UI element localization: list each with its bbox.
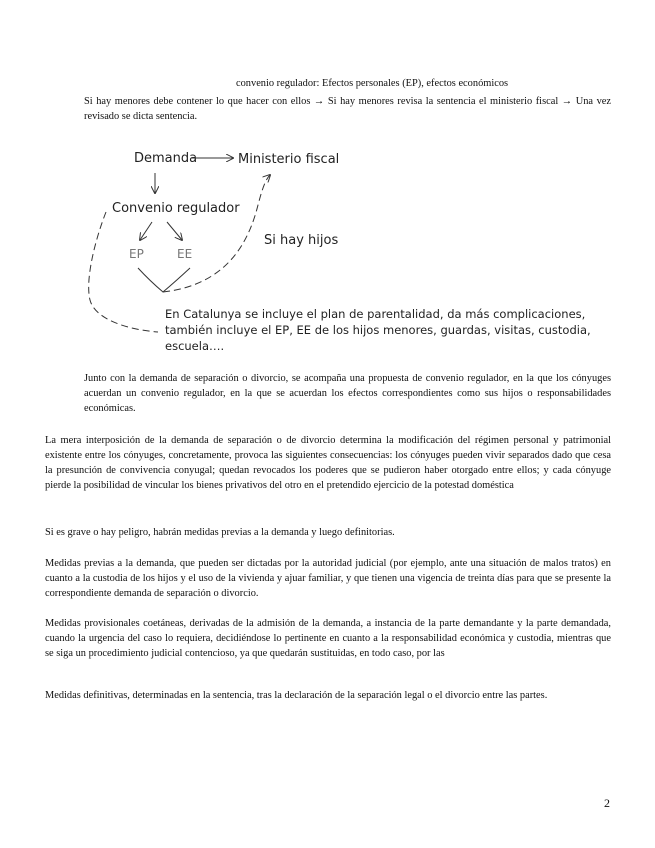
diagram-convenio-regulador: Convenio regulador (112, 201, 240, 216)
diagram-catalunya-line-1: En Catalunya se incluye el plan de parentalidad, da más complicaciones, (165, 307, 586, 321)
diagram-si-hay-hijos: Si hay hijos (264, 233, 339, 248)
diagram-catalunya-line-3: escuela…. (165, 339, 225, 353)
paragraph-grave: Si es grave o hay peligro, habrán medidas previas a la demanda y luego definitorias. (45, 527, 395, 538)
diagram-ministerio-fiscal: Ministerio fiscal (238, 152, 340, 167)
diagram-ep: EP (129, 247, 144, 261)
diagram-catalunya-line-2: también incluye el EP, EE de los hijos menores, guardas, visitas, custodia, (165, 323, 591, 337)
paragraph-medidas-previas: Medidas previas a la demanda, que pueden ser dictadas por la autoridad judicial (por ejemplo, ante una situación de malos tratos) en cuanto a la custodia de los hijos y el uso de la vivienda y ajuar familiar, y que tienen una vigencia de treinta días para que se presente la correspondiente demanda de separación o divorcio. (45, 558, 611, 599)
arrow-to-ee (167, 222, 182, 240)
diagram-demanda: Demanda (134, 151, 198, 166)
paragraph-convenio: Junto con la demanda de separación o divorcio, se acompaña una propuesta de convenio regulador, en la que los cónyuges acuerdan un convenio regulador, en la que se acuerdan los efectos correspondientes como sus hijos o responsabilidades económicas. (84, 373, 611, 414)
page-number: 2 (604, 796, 610, 810)
paragraph-interposicion: La mera interposición de la demanda de separación o de divorcio determina la modificación del régimen personal y patrimonial existente entre los cónyuges, concretamente, provoca las siguientes consecuencias: los cónyuges pueden vivir separados dado que cesa la presunción de convivencia conyugal; quedan revocados los poderes que se pudieron haber otorgado entre ellos; y cada cónyuge pierde la posibilidad de vincular los bienes privativos del otro en el pretendido ejercicio de la potestad doméstica (45, 435, 611, 491)
dashed-line-to-ministerio (163, 175, 270, 292)
diagram-join-curve (138, 268, 190, 292)
heading-line: convenio regulador: Efectos personales (EP), efectos económicos (236, 78, 509, 89)
paragraph-medidas-definitivas: Medidas definitivas, determinadas en la sentencia, tras la declaración de la separación legal o el divorcio entre las partes. (45, 690, 548, 701)
arrow-to-ep (140, 222, 152, 240)
paragraph-medidas-provisionales: Medidas provisionales coetáneas, derivadas de la admisión de la demanda, a instancia de la parte demandante y la parte demandada, cuando la urgencia del caso lo requiera, decidiéndose lo pertinente en cuanto a la responsabilidad económica y custodia, mientras que se siga un procedimiento judicial contencioso, ya que quedarán sustituidas, en todo caso, por las (45, 618, 611, 659)
diagram-ee: EE (177, 247, 193, 261)
dashed-line-to-catalunya (89, 212, 158, 332)
intro-line: Si hay menores debe contener lo que hacer con ellos → Si hay menores revisa la sentencia el ministerio fiscal → Una vez revisado se dicta sentencia. (84, 96, 611, 122)
